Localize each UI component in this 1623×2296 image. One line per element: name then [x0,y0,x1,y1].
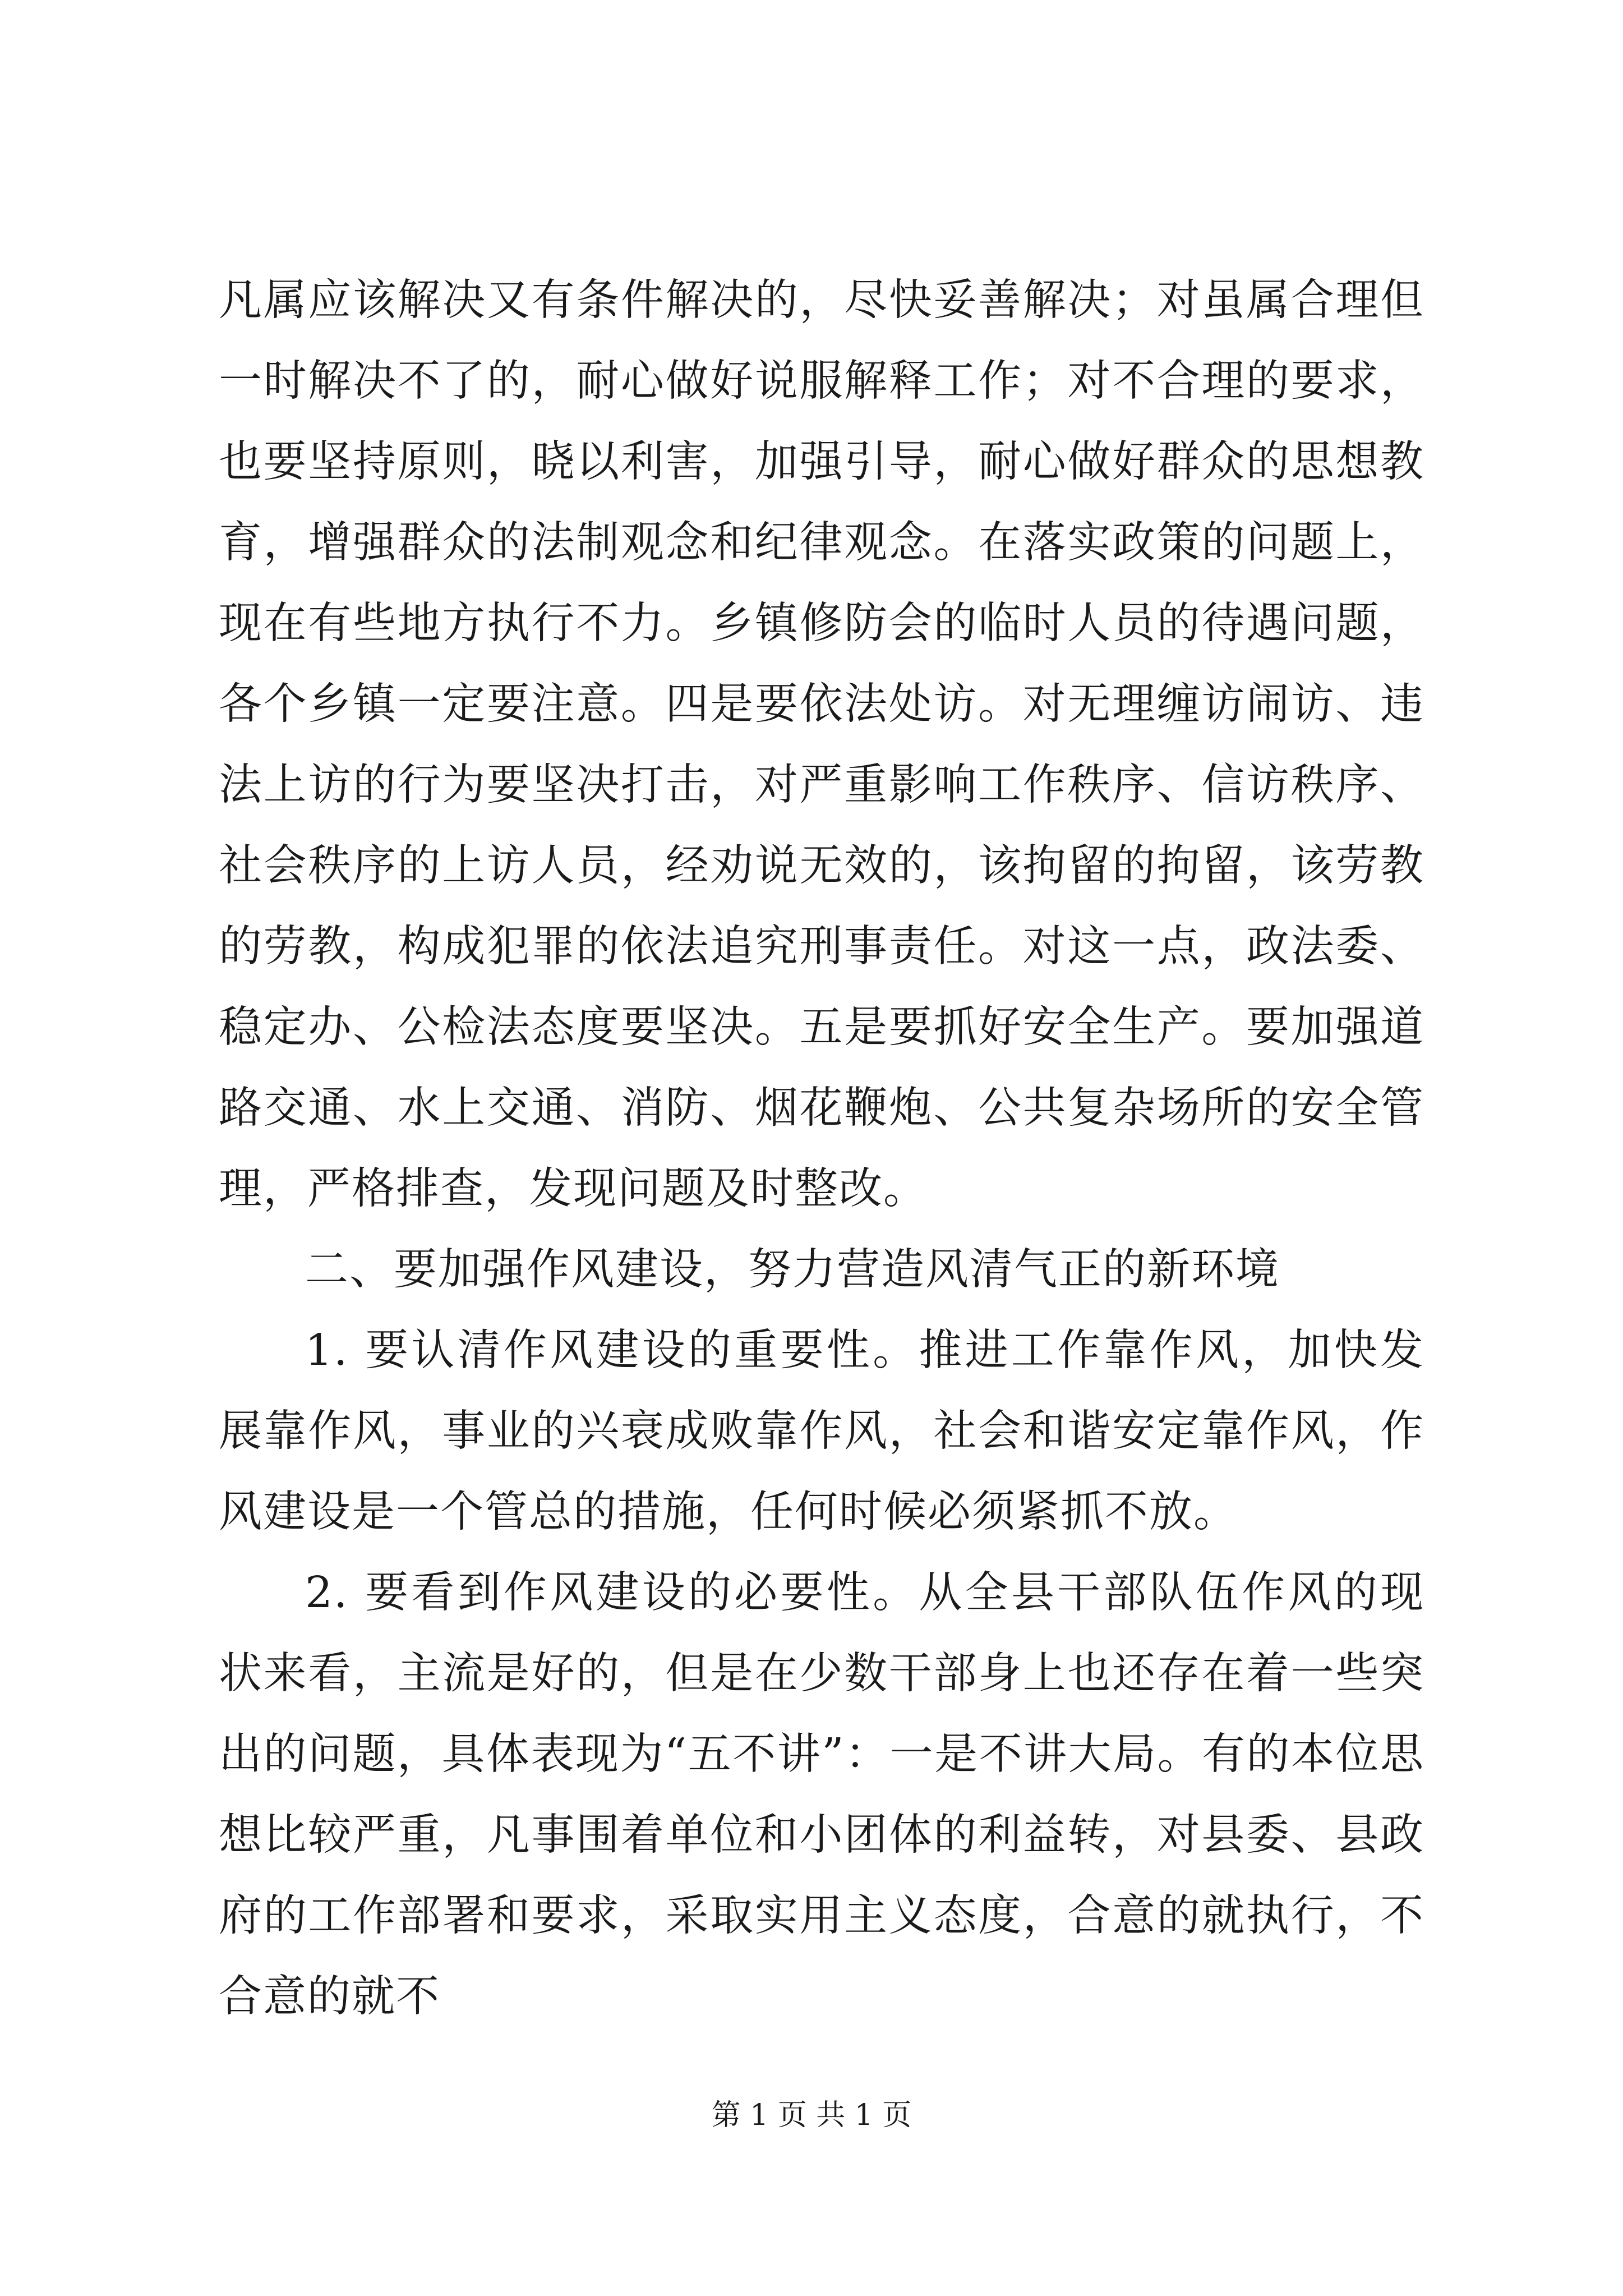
paragraph-continuation: 凡属应该解决又有条件解决的，尽快妥善解决；对虽属合理但一时解决不了的，耐心做好说服解释工作；对不合理的要求，也要坚持原则，晓以利害，加强引导，耐心做好群众的思想教育，增强群众的法制观念和纪律观念。在落实政策的问题上，现在有些地方执行不力。乡镇修防会的临时人员的待遇问题，各个乡镇一定要注意。四是要依法处访。对无理缠访闹访、违法上访的行为要坚决打击，对严重影响工作秩序、信访秩序、社会秩序的上访人员，经劝说无效的，该拘留的拘留，该劳教的劳教，构成犯罪的依法追究刑事责任。对这一点，政法委、稳定办、公检法态度要坚决。五是要抓好安全生产。要加强道路交通、水上交通、消防、烟花鞭炮、公共复杂场所的安全管理，严格排查，发现问题及时整改。 [219,275,1424,1214]
paragraph-item-2: 2. 要看到作风建设的必要性。从全县干部队伍作风的现状来看，主流是好的，但是在少数干部身上也还存在着一些突出的问题，具体表现为“五不讲”：一是不讲大局。有的本位思想比较严重，凡事围着单位和小团体的利益转，对县委、县政府的工作部署和要求，采取实用主义态度，合意的就执行，不合意的就不 [219,1568,1424,2022]
section-heading: 二、要加强作风建设，努力营造风清气正的新环境 [305,1245,1280,1295]
paragraph-item-1: 1. 要认清作风建设的重要性。推进工作靠作风，加快发展靠作风，事业的兴衰成败靠作风，社会和谐安定靠作风，作风建设是一个管总的措施，任何时候必须紧抓不放。 [219,1326,1424,1537]
document-body [219,260,1424,2037]
page-number-footer: 第 1 页 共 1 页 [711,2099,912,2132]
